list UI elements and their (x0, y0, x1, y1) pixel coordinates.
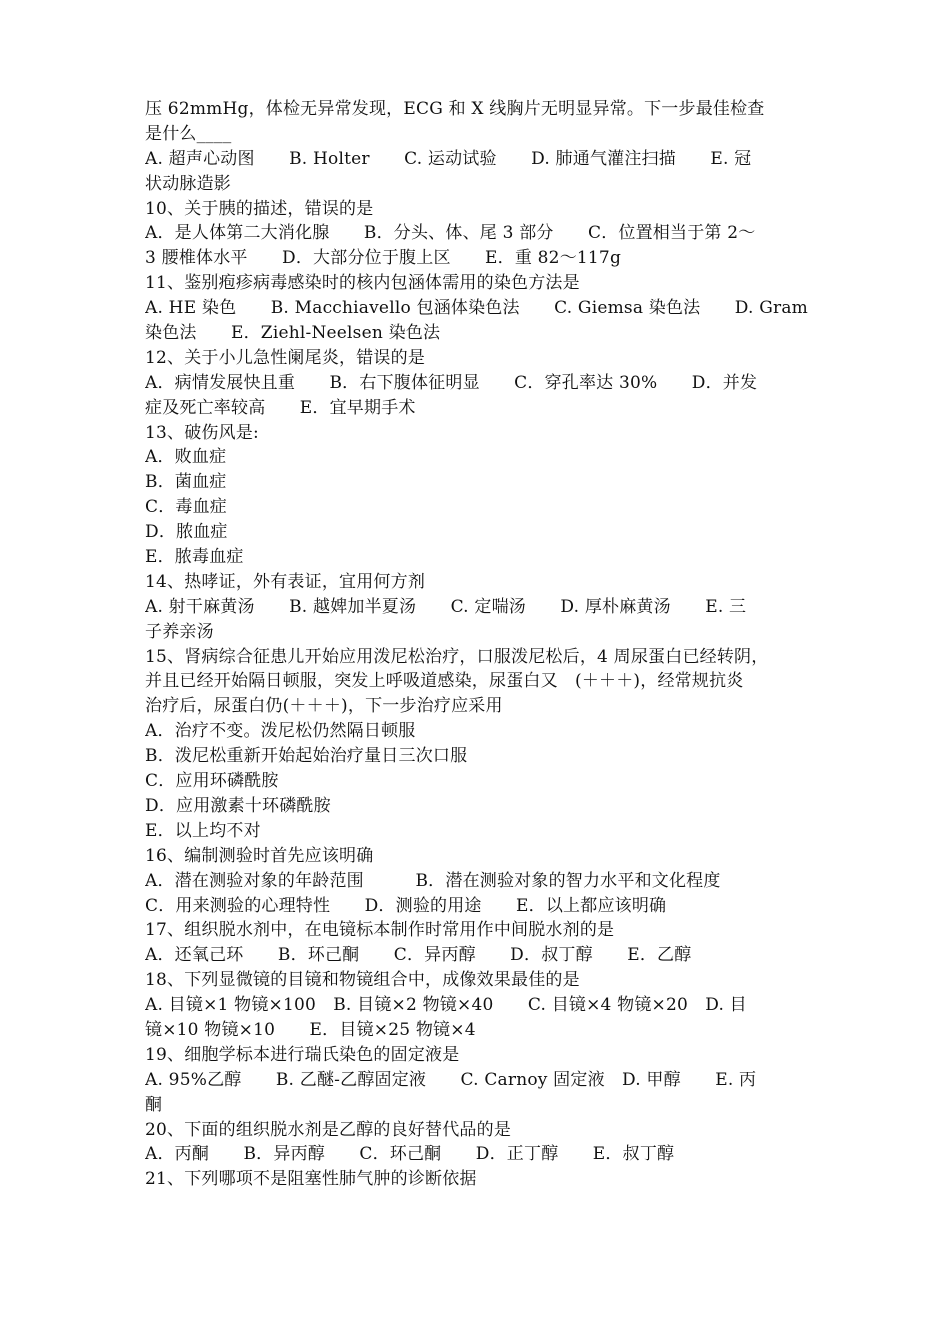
text-line: A．是人体第二大消化腺 B．分头、体、尾 3 部分 C．位置相当于第 2～ (145, 223, 756, 244)
text-line: 镜×10 物镜×10 E．目镜×25 物镜×4 (145, 1019, 476, 1040)
option-line: A．败血症 (145, 447, 227, 468)
text-line: 是什么____ (145, 123, 232, 144)
text-line: 并且已经开始隔日顿服，突发上呼吸道感染，尿蛋白又 (＋＋＋)，经常规抗炎 (145, 671, 744, 692)
question-line: 10、关于胰的描述，错误的是 (145, 198, 374, 219)
text-line: 酮 (145, 1094, 163, 1115)
question-line: 18、下列显微镜的目镜和物镜组合中，成像效果最佳的是 (145, 970, 580, 991)
text-line: 压 62mmHg，体检无异常发现，ECG 和 X 线胸片无明显异常。下一步最佳检查 (145, 99, 765, 119)
text-line: A. 超声心动图 B. Holter C. 运动试验 D. 肺通气灌注扫描 E. 冠 (145, 148, 752, 169)
question-line: 21、下列哪项不是阻塞性肺气肿的诊断依据 (145, 1169, 477, 1190)
option-line: D．应用激素十环磷酰胺 (145, 795, 331, 816)
question-line: 17、组织脱水剂中，在电镜标本制作时常用作中间脱水剂的是 (145, 920, 615, 941)
text-line: A. 射干麻黄汤 B. 越婢加半夏汤 C. 定喘汤 D. 厚朴麻黄汤 E. 三 (145, 596, 747, 617)
option-line: C．毒血症 (145, 497, 228, 518)
option-line: B．菌血症 (145, 472, 227, 493)
option-line: C．应用环磷酰胺 (145, 771, 279, 792)
document-body (145, 97, 810, 1192)
text-line: A. HE 染色 B. Macchiavello 包涵体染色法 C. Giemsa 染色法 D. Gram (145, 298, 808, 319)
text-line: 3 腰椎体水平 D．大部分位于腹上区 E．重 82～117g (145, 248, 622, 269)
text-line: A．潜在测验对象的年龄范围 B．潜在测验对象的智力水平和文化程度 (145, 870, 721, 891)
option-line: A．治疗不变。泼尼松仍然隔日顿服 (145, 721, 416, 742)
option-line: E．脓毒血症 (145, 547, 244, 568)
question-line: 16、编制测验时首先应该明确 (145, 845, 374, 866)
text-line: 状动脉造影 (145, 173, 231, 194)
text-line: A．还氧己环 B．环己酮 C．异丙醇 D．叔丁醇 E．乙醇 (145, 945, 692, 966)
option-line: D．脓血症 (145, 522, 228, 543)
question-line: 11、鉴别疱疹病毒感染时的核内包涵体需用的染色方法是 (145, 273, 580, 294)
text-line: 治疗后，尿蛋白仍(＋＋＋)，下一步治疗应采用 (145, 696, 503, 717)
text-line: 子养亲汤 (145, 621, 214, 642)
question-line: 12、关于小儿急性阑尾炎，错误的是 (145, 347, 426, 368)
text-line: 染色法 E．Ziehl-Neelsen 染色法 (145, 323, 441, 344)
text-line: A. 目镜×1 物镜×100 B. 目镜×2 物镜×40 C. 目镜×4 物镜×20 D. 目 (145, 995, 747, 1016)
question-line: 15、肾病综合征患儿开始应用泼尼松治疗，口服泼尼松后，4 周尿蛋白已经转阴， (145, 646, 769, 667)
option-line: B．泼尼松重新开始起始治疗量日三次口服 (145, 746, 468, 767)
question-line: 19、细胞学标本进行瑞氏染色的固定液是 (145, 1044, 460, 1065)
text-line: A．病情发展快且重 B．右下腹体征明显 C．穿孔率达 30% D．并发 (145, 372, 758, 393)
question-line: 13、破伤风是: (145, 422, 259, 443)
question-line: 14、热哮证，外有表证，宜用何方剂 (145, 571, 426, 592)
text-line: C．用来测验的心理特性 D．测验的用途 E．以上都应该明确 (145, 895, 667, 916)
question-line: 20、下面的组织脱水剂是乙醇的良好替代品的是 (145, 1119, 512, 1140)
text-line: A. 95%乙醇 B. 乙醚-乙醇固定液 C. Carnoy 固定液 D. 甲醇 E. 丙 (145, 1069, 757, 1090)
option-line: E．以上均不对 (145, 820, 261, 841)
text-line: 症及死亡率较高 E．宜早期手术 (145, 397, 416, 418)
text-line: A．丙酮 B．异丙醇 C．环己酮 D．正丁醇 E．叔丁醇 (145, 1144, 675, 1165)
